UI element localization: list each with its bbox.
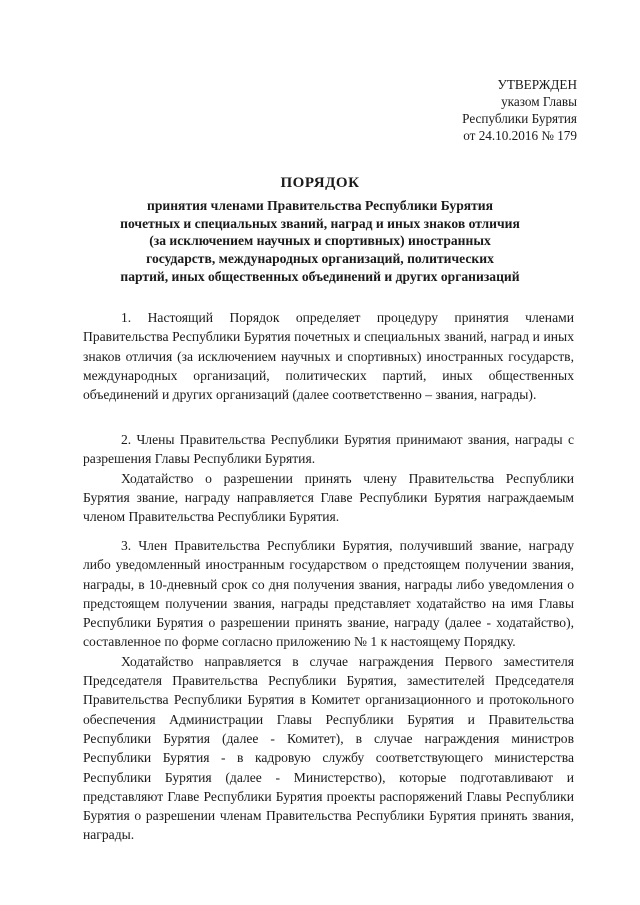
paragraph: Ходатайство направляется в случае награждения Первого заместителя Председателя Правительства Республики Бурятия, заместителей Председателя Правительства Республики Бурятия в Комитет организационного и протокольного обеспечения Администрации Главы Республики Бурятия и Правительства Республики Бурятия (далее - Комитет), в случае награждения министров Республики Бурятия - в кадровую службу соответствующего министерства Республики Бурятия (далее - Министерство), которые подготавливают и представляют Главе Республики Бурятия проекты распоряжений Главы Республики Бурятия о разрешении членам Правительства Республики Бурятия принять звания, награды. [83,653,574,843]
approval-line: Республики Бурятия [462,111,577,126]
subtitle-line: (за исключением научных и спортивных) иностранных [149,233,491,249]
title-block [70,174,570,286]
approval-line: УТВЕРЖДЕН [497,77,577,92]
approval-stamp [462,76,577,144]
subtitle-line: почетных и специальных званий, наград и иных знаков отличия [120,215,520,231]
approval-line: указом Главы [501,94,577,109]
paragraph: 3. Член Правительства Республики Бурятия, получивший звание, награду либо уведомленный иностранным государством о предстоящем получении звания, награды, в 10-дневный срок со дня получения звания, награды либо уведомления о предстоящем получении звания, награды представляет ходатайство на имя Главы Республики Бурятия о разрешении принять звание, награду (далее - ходатайство), составленное по форме согласно приложению № 1 к настоящему Порядку. [83,538,574,650]
subtitle-line: государств, международных организаций, политических [146,251,494,267]
section-2 [83,430,574,526]
subtitle-line: партий, иных общественных объединений и других организаций [120,268,520,284]
paragraph: 2. Члены Правительства Республики Бурятия принимают звания, награды с разрешения Главы Республики Бурятия. [83,432,574,467]
section-1 [83,308,574,404]
paragraph: 1. Настоящий Порядок определяет процедуру принятия членами Правительства Республики Бурятия почетных и специальных званий, наград и иных знаков отличия (за исключением научных и спортивных) иностранных государств, международных организаций, политических партий, иных общественных объединений и других организаций (далее соответственно – звания, награды). [83,310,574,403]
approval-date: от 24.10.2016 № 179 [463,128,577,143]
document-title: ПОРЯДОК [280,175,360,191]
section-3 [83,536,574,845]
subtitle-line: принятия членами Правительства Республики Бурятия [146,198,493,213]
paragraph: Ходатайство о разрешении принять члену Правительства Республики Бурятия звание, награду направляется Главе Республики Бурятия награждаемым членом Правительства Республики Бурятия. [83,470,574,525]
